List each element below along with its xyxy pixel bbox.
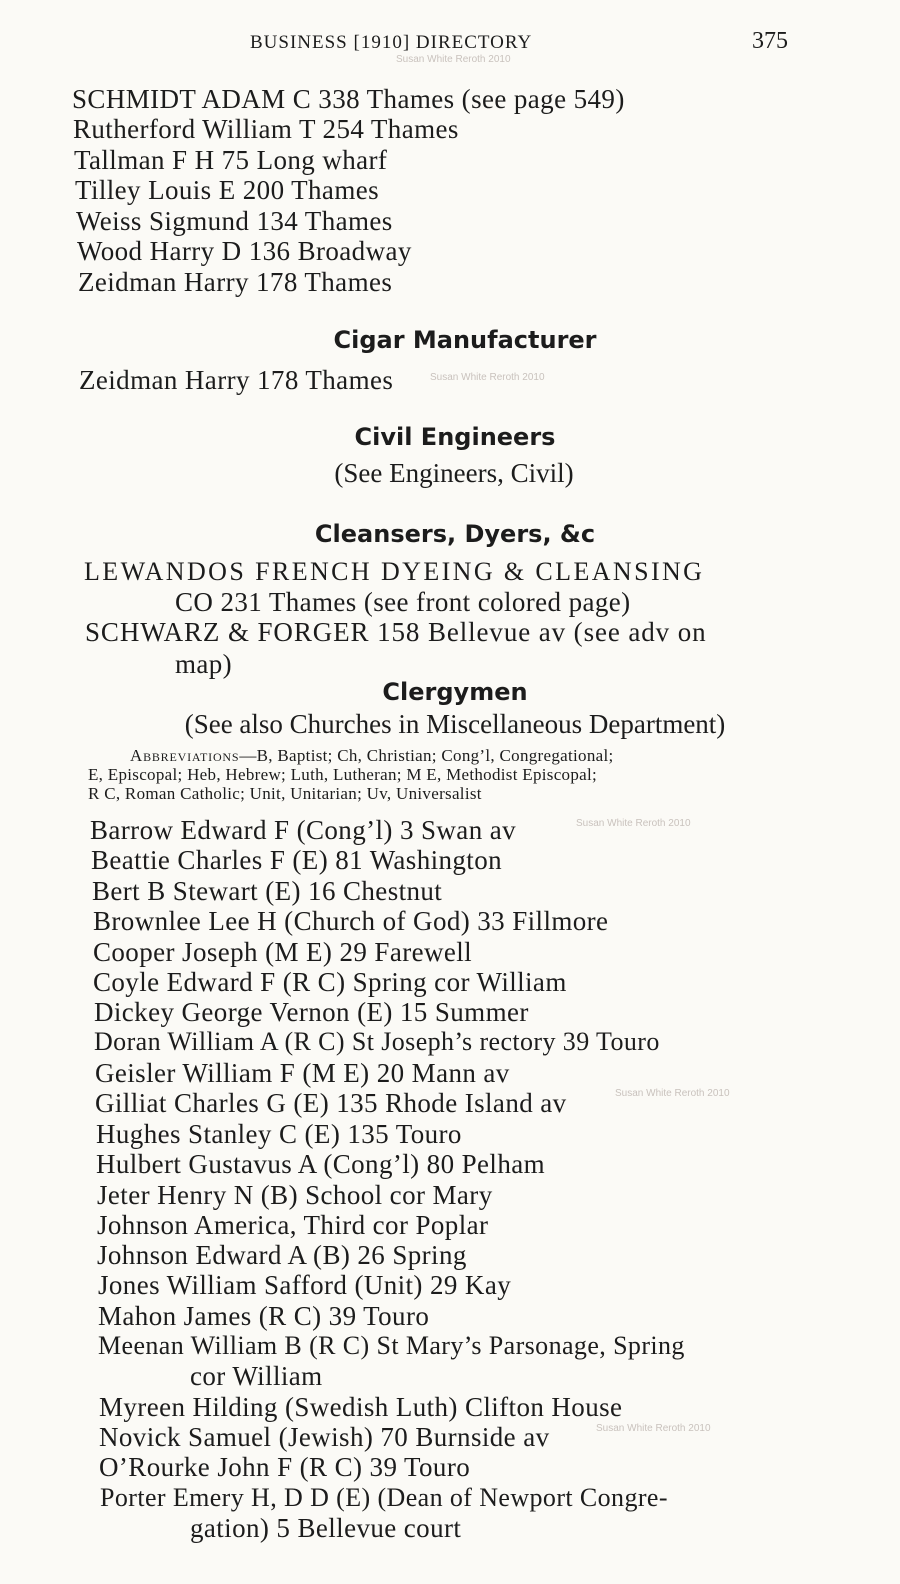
page-number: 375 bbox=[752, 28, 788, 54]
directory-entry: SCHWARZ & FORGER 158 Bellevue av (see adv on bbox=[85, 617, 707, 647]
clergy-entry: Cooper Joseph (M E) 29 Farewell bbox=[93, 937, 473, 967]
watermark: Susan White Reroth 2010 bbox=[396, 54, 511, 65]
watermark: Susan White Reroth 2010 bbox=[430, 372, 545, 383]
directory-entry: Weiss Sigmund 134 Thames bbox=[76, 206, 393, 236]
directory-entry: Tilley Louis E 200 Thames bbox=[75, 175, 380, 205]
clergy-entry: Doran William A (R C) St Joseph’s rectory 39 Touro bbox=[94, 1027, 660, 1056]
clergy-entry: Jeter Henry N (B) School cor Mary bbox=[97, 1180, 493, 1210]
directory-entry: Tallman F H 75 Long wharf bbox=[74, 145, 388, 175]
clergy-entry: Brownlee Lee H (Church of God) 33 Fillmore bbox=[93, 906, 609, 936]
abbreviations-line: E, Episcopal; Heb, Hebrew; Luth, Lutheran; M E, Methodist Episcopal; bbox=[88, 765, 598, 784]
directory-entry: Zeidman Harry 178 Thames bbox=[79, 365, 394, 395]
clergy-entry: Meenan William B (R C) St Mary’s Parsonage, Spring bbox=[98, 1331, 685, 1360]
clergy-entry: Geisler William F (M E) 20 Mann av bbox=[95, 1058, 510, 1088]
clergy-entry: Barrow Edward F (Cong’l) 3 Swan av bbox=[90, 815, 517, 845]
abbreviations-line: R C, Roman Catholic; Unit, Unitarian; Uv, Universalist bbox=[88, 784, 482, 803]
clergy-entry: Beattie Charles F (E) 81 Washington bbox=[91, 845, 503, 875]
clergy-entry: Myreen Hilding (Swedish Luth) Clifton House bbox=[99, 1392, 623, 1422]
cross-reference-note: (See also Churches in Miscellaneous Department) bbox=[184, 709, 726, 739]
watermark: Susan White Reroth 2010 bbox=[576, 818, 691, 829]
directory-entry: Wood Harry D 136 Broadway bbox=[77, 236, 412, 266]
clergy-entry-continuation: gation) 5 Bellevue court bbox=[190, 1513, 462, 1543]
clergy-entry-continuation: cor William bbox=[190, 1361, 323, 1391]
clergy-entry: Porter Emery H, D D (E) (Dean of Newport Congre- bbox=[100, 1483, 668, 1512]
watermark: Susan White Reroth 2010 bbox=[596, 1423, 711, 1434]
clergy-entry: Dickey George Vernon (E) 15 Summer bbox=[94, 997, 529, 1027]
abbreviations-label: Abbreviations bbox=[130, 746, 240, 765]
section-heading-cleansers: Cleansers, Dyers, &c bbox=[314, 520, 596, 548]
cross-reference-note: (See Engineers, Civil) bbox=[334, 458, 574, 488]
directory-entry: LEWANDOS FRENCH DYEING & CLEANSING bbox=[84, 557, 705, 586]
directory-entry: SCHMIDT ADAM C 338 Thames (see page 549) bbox=[72, 84, 625, 114]
clergy-entry: Bert B Stewart (E) 16 Chestnut bbox=[92, 876, 443, 906]
running-title: BUSINESS [1910] DIRECTORY bbox=[250, 32, 533, 53]
clergy-entry: Johnson America, Third cor Poplar bbox=[97, 1210, 489, 1240]
directory-entry: Rutherford William T 254 Thames bbox=[73, 114, 459, 144]
watermark: Susan White Reroth 2010 bbox=[615, 1088, 730, 1099]
clergy-entry: Mahon James (R C) 39 Touro bbox=[98, 1301, 430, 1331]
section-heading-clergymen: Clergymen bbox=[382, 678, 528, 706]
directory-entry-continuation: map) bbox=[175, 649, 233, 679]
clergy-entry: O’Rourke John F (R C) 39 Touro bbox=[99, 1452, 471, 1482]
section-heading-cigar: Cigar Manufacturer bbox=[333, 326, 597, 354]
clergy-entry: Jones William Safford (Unit) 29 Kay bbox=[98, 1270, 512, 1300]
clergy-entry: Gilliat Charles G (E) 135 Rhode Island av bbox=[95, 1088, 567, 1118]
clergy-entry: Novick Samuel (Jewish) 70 Burnside av bbox=[99, 1422, 550, 1452]
clergy-entry: Hughes Stanley C (E) 135 Touro bbox=[96, 1119, 462, 1149]
directory-entry-continuation: CO 231 Thames (see front colored page) bbox=[175, 587, 631, 617]
clergy-entry: Hulbert Gustavus A (Cong’l) 80 Pelham bbox=[96, 1149, 546, 1179]
section-heading-civil-engineers: Civil Engineers bbox=[354, 423, 556, 451]
directory-entry: Zeidman Harry 178 Thames bbox=[78, 267, 393, 297]
abbreviations-line: —B, Baptist; Ch, Christian; Cong’l, Congregational; bbox=[239, 746, 614, 765]
clergy-entry: Coyle Edward F (R C) Spring cor William bbox=[93, 967, 567, 997]
abbreviations-key bbox=[130, 746, 846, 765]
clergy-entry: Johnson Edward A (B) 26 Spring bbox=[97, 1240, 467, 1270]
